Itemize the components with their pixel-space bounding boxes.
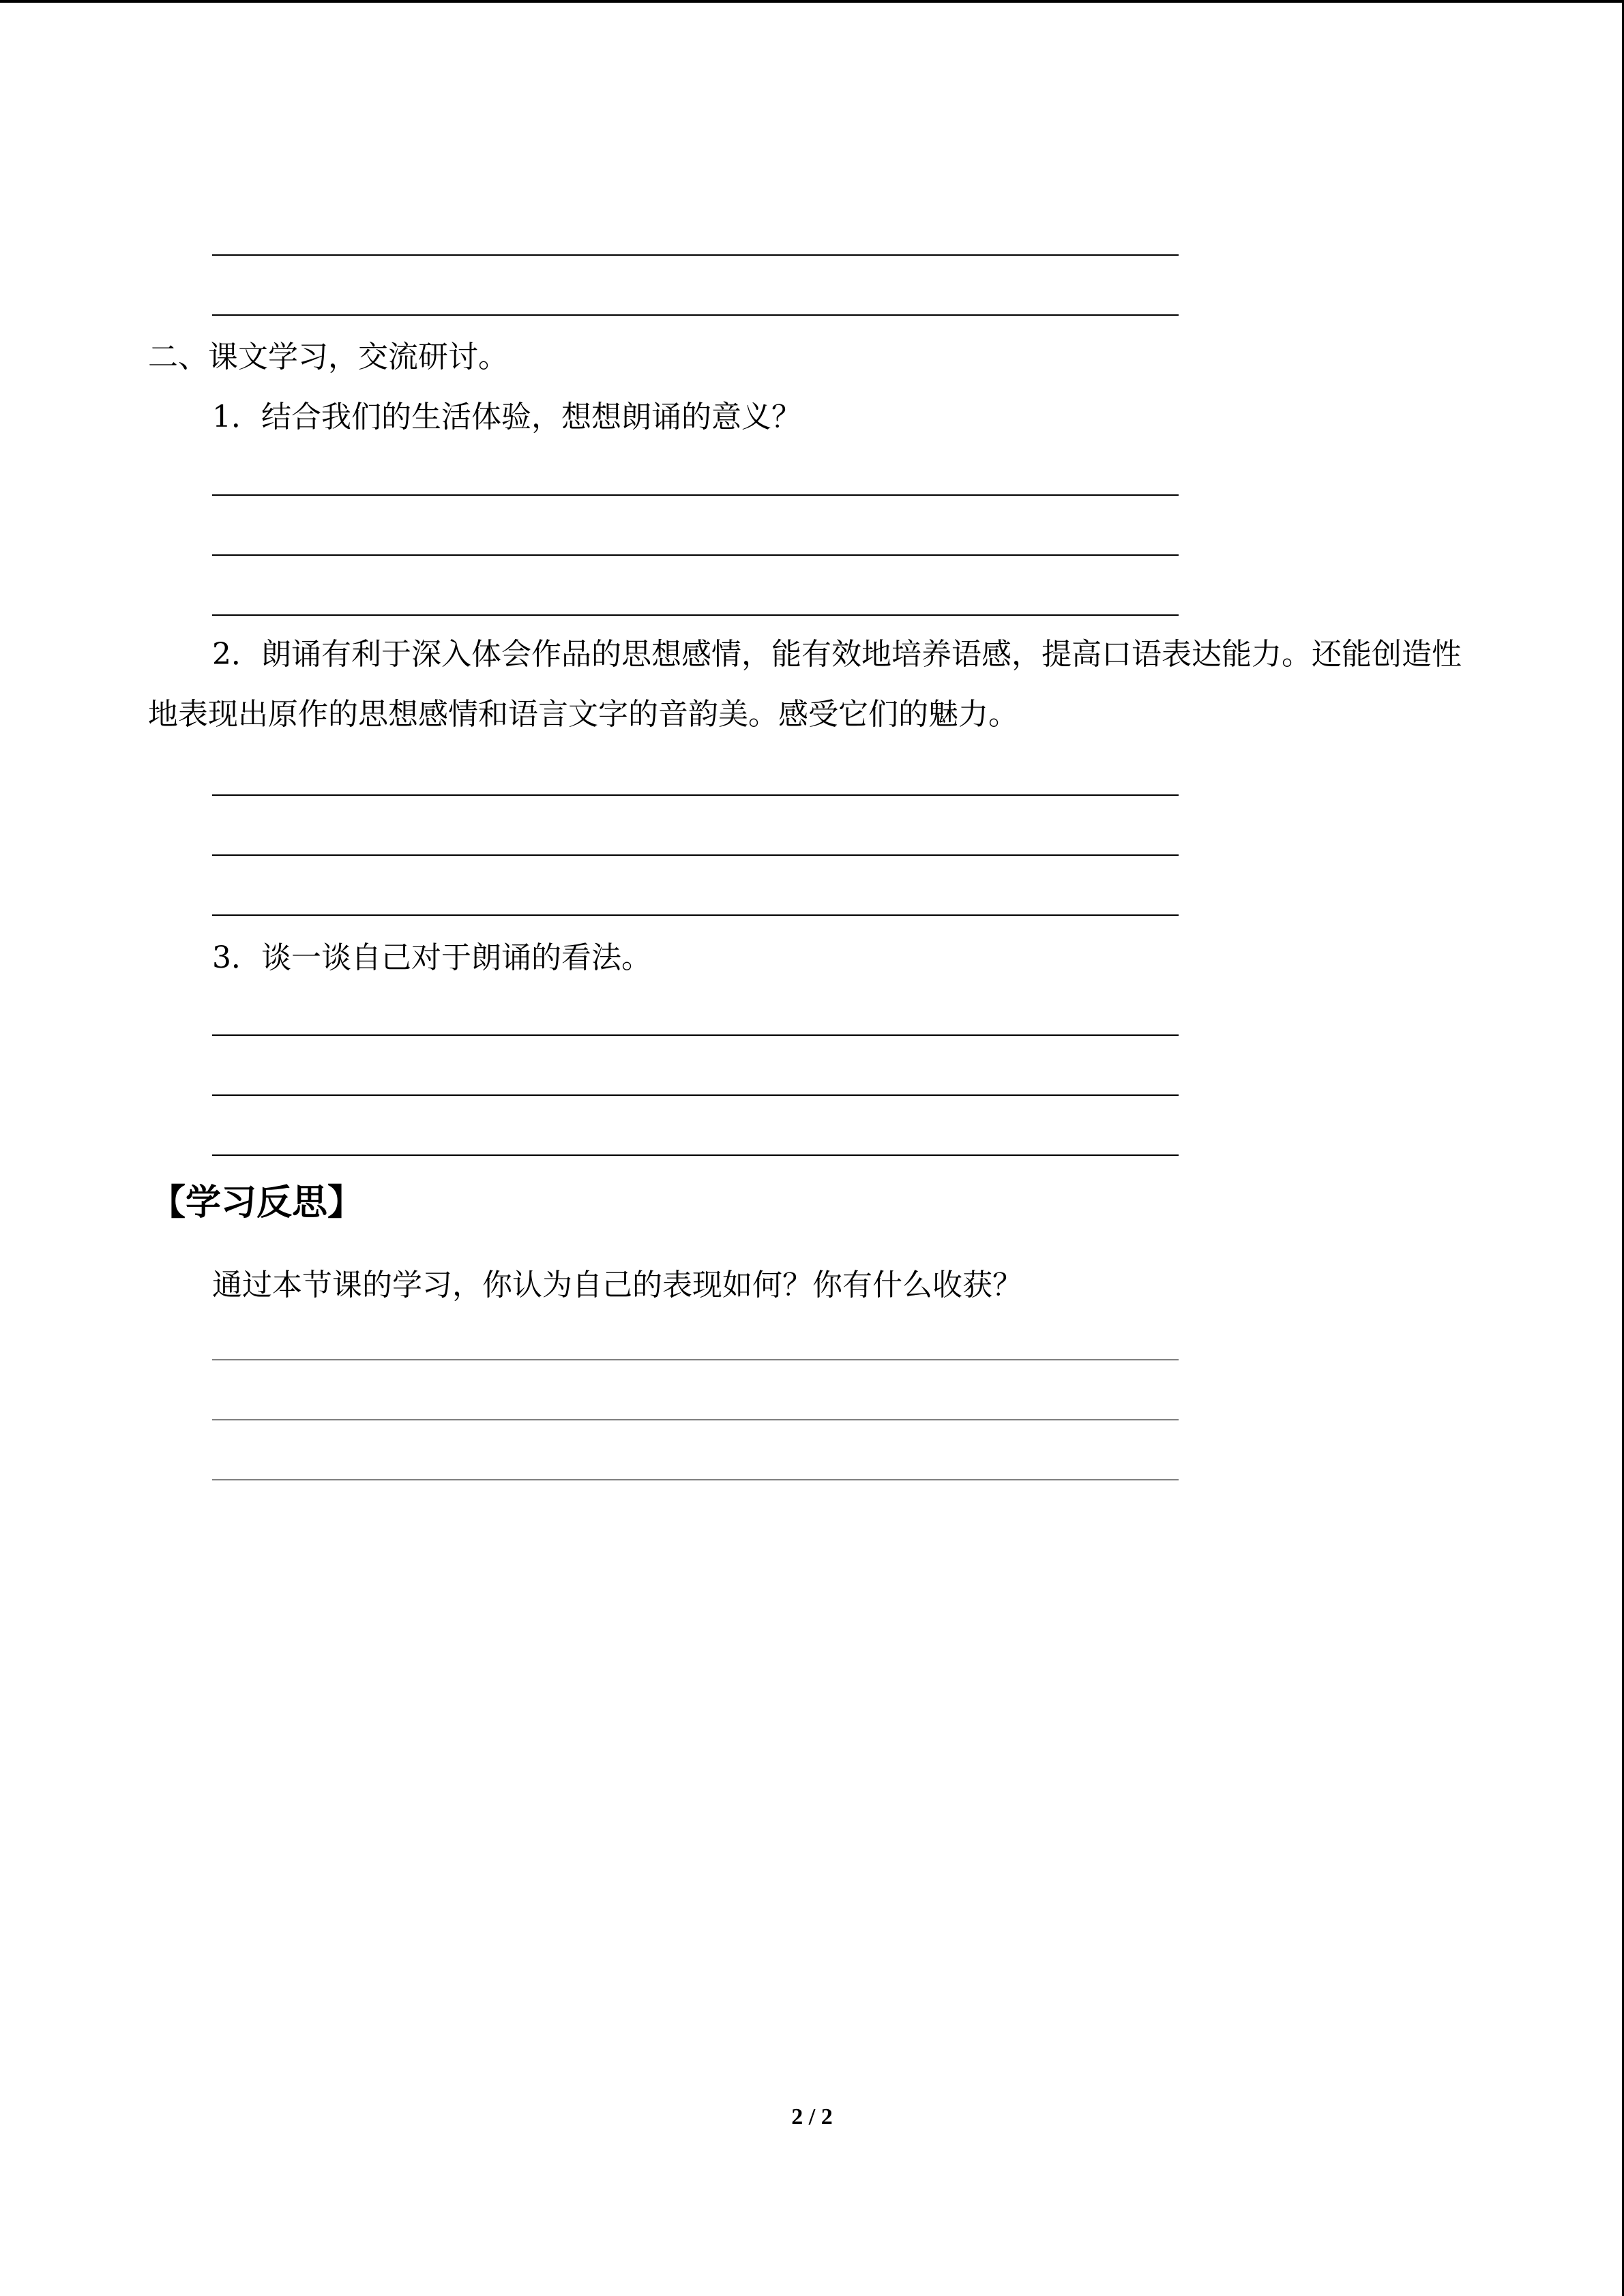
- answer-line[interactable]: [212, 1479, 1179, 1480]
- section-two-heading: 二、课文学习，交流研讨。: [148, 340, 508, 374]
- question-2: 2．朗诵有利于深入体会作品的思想感情，能有效地培养语感，提高口语表达能力。还能创造性地表现出原作的思想感情和语言文字的音韵美。感受它们的魅力。: [148, 637, 1462, 732]
- answer-line[interactable]: [212, 314, 1179, 316]
- answer-line[interactable]: [212, 1154, 1179, 1156]
- top-border: [0, 0, 1624, 3]
- answer-line[interactable]: [212, 1094, 1179, 1096]
- answer-line[interactable]: [212, 554, 1179, 556]
- answer-line[interactable]: [212, 254, 1179, 256]
- answer-line[interactable]: [212, 794, 1179, 796]
- answer-line[interactable]: [212, 914, 1179, 916]
- answer-line[interactable]: [212, 614, 1179, 616]
- reflection-heading: 【学习反思】: [150, 1182, 364, 1223]
- question-3: 3．谈一谈自己对于朗诵的看法。: [212, 940, 651, 975]
- page-number: 2 / 2: [791, 2104, 833, 2130]
- answer-line[interactable]: [212, 854, 1179, 856]
- answer-line[interactable]: [212, 1359, 1179, 1360]
- reflection-prompt: 通过本节课的学习，你认为自己的表现如何？你有什么收获？: [212, 1268, 1022, 1302]
- question-1: 1．结合我们的生活体验，想想朗诵的意义？: [212, 400, 801, 434]
- answer-line[interactable]: [212, 1034, 1179, 1036]
- answer-line[interactable]: [212, 1419, 1179, 1420]
- answer-line[interactable]: [212, 494, 1179, 496]
